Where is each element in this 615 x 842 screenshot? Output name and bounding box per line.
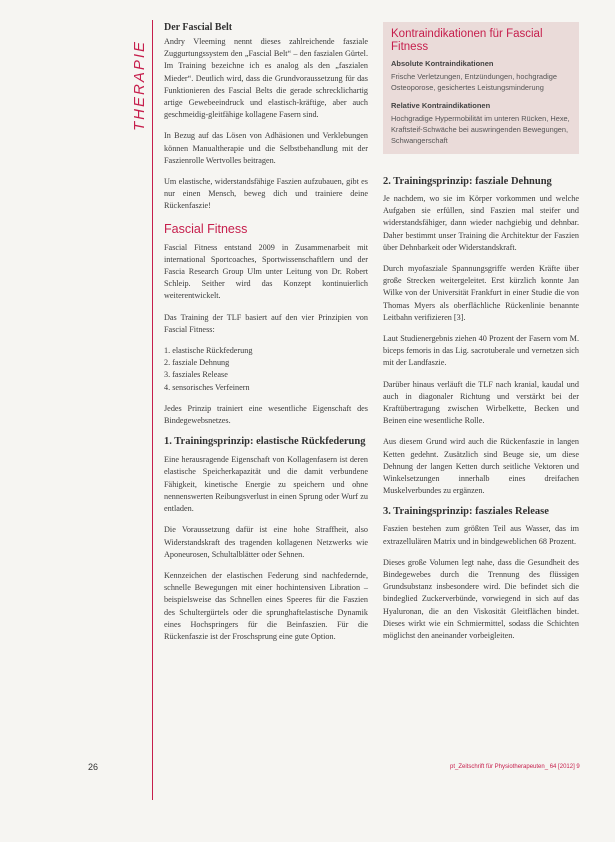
paragraph: Laut Studienergebnis ziehen 40 Prozent der Fasern vom M. biceps femoris in das Lig. sacrotuberale und vernetzen sich mit der Landfaszie. bbox=[383, 334, 579, 368]
heading-principle-2: 2. Trainingsprinzip: fasziale Dehnung bbox=[383, 176, 552, 187]
list-item: 3. fasziales Release bbox=[164, 370, 228, 380]
list-item: 4. sensorisches Verfeinern bbox=[164, 382, 250, 392]
box-text-absolute: Frische Verletzungen, Entzündungen, hochgradige Osteoporose, gesichertes Leistungsminderung bbox=[391, 72, 557, 92]
paragraph: Um elastische, widerstandsfähige Faszien aufzubauen, gibt es nur einen Mensch, beweg dich und trainiere deine Rückenfaszie! bbox=[164, 177, 368, 211]
paragraph: Die Voraussetzung dafür ist eine hohe Straffheit, also Widerstandskraft des tragenden kollagenen Netzwerks wie Aponeurosen, Schultalblätter oder Sehnen. bbox=[164, 525, 368, 559]
heading-principle-3: 3. Trainingsprinzip: fasziales Release bbox=[383, 506, 549, 518]
paragraph: Darüber hinaus verläuft die TLF nach kranial, kaudal und auch in diagonaler Richtung und verstärkt bei der Kraftübertragung zwischen Wirbelkette, Becken und Beinen eine wesentliche Rolle. bbox=[383, 379, 579, 426]
list-item: 2. fasziale Dehnung bbox=[164, 358, 230, 368]
paragraph: Je nachdem, wo sie im Körper vorkommen und welche Aufgaben sie erfüllen, sind Faszien mal steifer und widerstandsfähiger, dann wieder nachgiebig und dehnbar. Daher bestimmt unser Training die Architektur der Faszien über Dehnbarkeit oder Widerstandskraft. bbox=[383, 194, 579, 252]
heading-fascial-fitness: Fascial Fitness bbox=[164, 221, 248, 236]
heading-principle-1: 1. Trainingsprinzip: elastische Rückfederung bbox=[164, 436, 366, 448]
paragraph: Durch myofasziale Spannungsgriffe werden Kräfte über große Strecken weitergeleitet. Erst kürzlich konnte Jan Wilke von der Universität Frankfurt in einer Studie die von Thomas Myers als oberflächliche Rückenlinie benannte Leitbahn verifizieren [3]. bbox=[383, 264, 579, 322]
right-column bbox=[383, 22, 579, 642]
list-item: 1. elastische Rückfederung bbox=[164, 346, 253, 356]
left-column bbox=[164, 22, 368, 643]
section-label: THERAPIE bbox=[130, 39, 148, 131]
paragraph: Andry Vleeming nennt dieses zahlreichende fasziale Zuggurtungssystem den „Fascial Belt“ – den faszialen Gürtel. Im Training bezeichne ich es analog als den „faszialen Mieder“. Deutlich wird, dass die Grundvoraussetzung für das Funktionieren des Fascial Belts die gerade schrecklichartig artige Gewebeeindruck und elastisch-kräftige, aber auch geschmeidig-gleitfähige kollagene Fasern sind. bbox=[164, 37, 368, 120]
page-number: 26 bbox=[88, 762, 99, 772]
footer-journal: pt_Zeitschrift für Physiotherapeuten_ 64 [2012] 9 bbox=[450, 764, 580, 770]
paragraph: Dieses große Volumen legt nahe, dass die Gesundheit des Bindegewebes durch die Trennung des flüssigen Grundsubstanz insbesondere wird. Die befindet sich die bindeglied Zuckerverbünde, vorwiegend in sich auf das Hyaluronan, die an den Viskosität Gleitflächen bindet. Dieses wirkt wie ein Schmiermittel, sodass die Schichten möglichst den aneinander vorbeigleiten. bbox=[383, 557, 579, 641]
paragraph: Eine herausragende Eigenschaft von Kollagenfasern ist deren elastische Speicherkapazität und die damit verbundene Fähigkeit, kinetische Energie zu speichern und ohne nennenswerten Reibungsverlust in einen Sprung oder Wurf zu entladen. bbox=[164, 455, 368, 514]
paragraph: In Bezug auf das Lösen von Adhäsionen und Verklebungen können Manualtherapie und die Selbstbehandlung mit der Faszienrolle Wertvolles beitragen. bbox=[164, 131, 368, 165]
principles-list bbox=[164, 345, 368, 394]
box-text-relative: Hochgradige Hypermobilität im unteren Rücken, Hexe, Kraftsteif-Schwäche bei auswringenden Bewegungen, Schwangerschaft bbox=[391, 114, 570, 145]
paragraph: Das Training der TLF basiert auf den vier Prinzipien von Fascial Fitness: bbox=[164, 312, 368, 334]
contraindications-box bbox=[383, 22, 579, 154]
section-divider-line bbox=[152, 20, 153, 800]
paragraph: Aus diesem Grund wird auch die Rückenfaszie in langen Ketten gedehnt. Zusätzlich sind Beuge sie, um diese Dehnung der langen Ketten durch seitliche Vektoren und Winkelsetzungen innerhalb eines dreifachen Muskelverbundes zu ergänzen. bbox=[383, 437, 579, 496]
box-title: Kontraindikationen für Fascial Fitness bbox=[391, 28, 543, 53]
heading-fascial-belt: Der Fascial Belt bbox=[164, 22, 233, 33]
paragraph: Faszien bestehen zum größten Teil aus Wasser, das im extrazellulären Matrix und in bindgeweblichen 68 Prozent. bbox=[383, 524, 579, 546]
paragraph: Jedes Prinzip trainiert eine wesentliche Eigenschaft des Bindegewebsnetzes. bbox=[164, 403, 368, 426]
paragraph: Kennzeichen der elastischen Federung sind nachfedernde, schnelle Bewegungen mit einer hochintensiven Libration – beispielsweise das Schnellen eines Speeres für die Faszien des Schultergürtels oder die sprunghaftelastische Dynamik eines Hochspringers für die Beinfaszien. Für die Rückenfaszie ist der Froschsprung eine gute Option. bbox=[164, 570, 368, 641]
box-subheading-relative: Relative Kontraindikationen bbox=[391, 101, 491, 110]
paragraph: Fascial Fitness entstand 2009 in Zusammenarbeit mit international Sportcoaches, Sportwissenschaftlern und der Fascia Research Group Ulm unter Leitung von Dr. Robert Schleip. Seither wird das Konzept kontinuierlich weiterentwickelt. bbox=[164, 242, 368, 301]
box-subheading-absolute: Absolute Kontraindikationen bbox=[391, 59, 494, 68]
